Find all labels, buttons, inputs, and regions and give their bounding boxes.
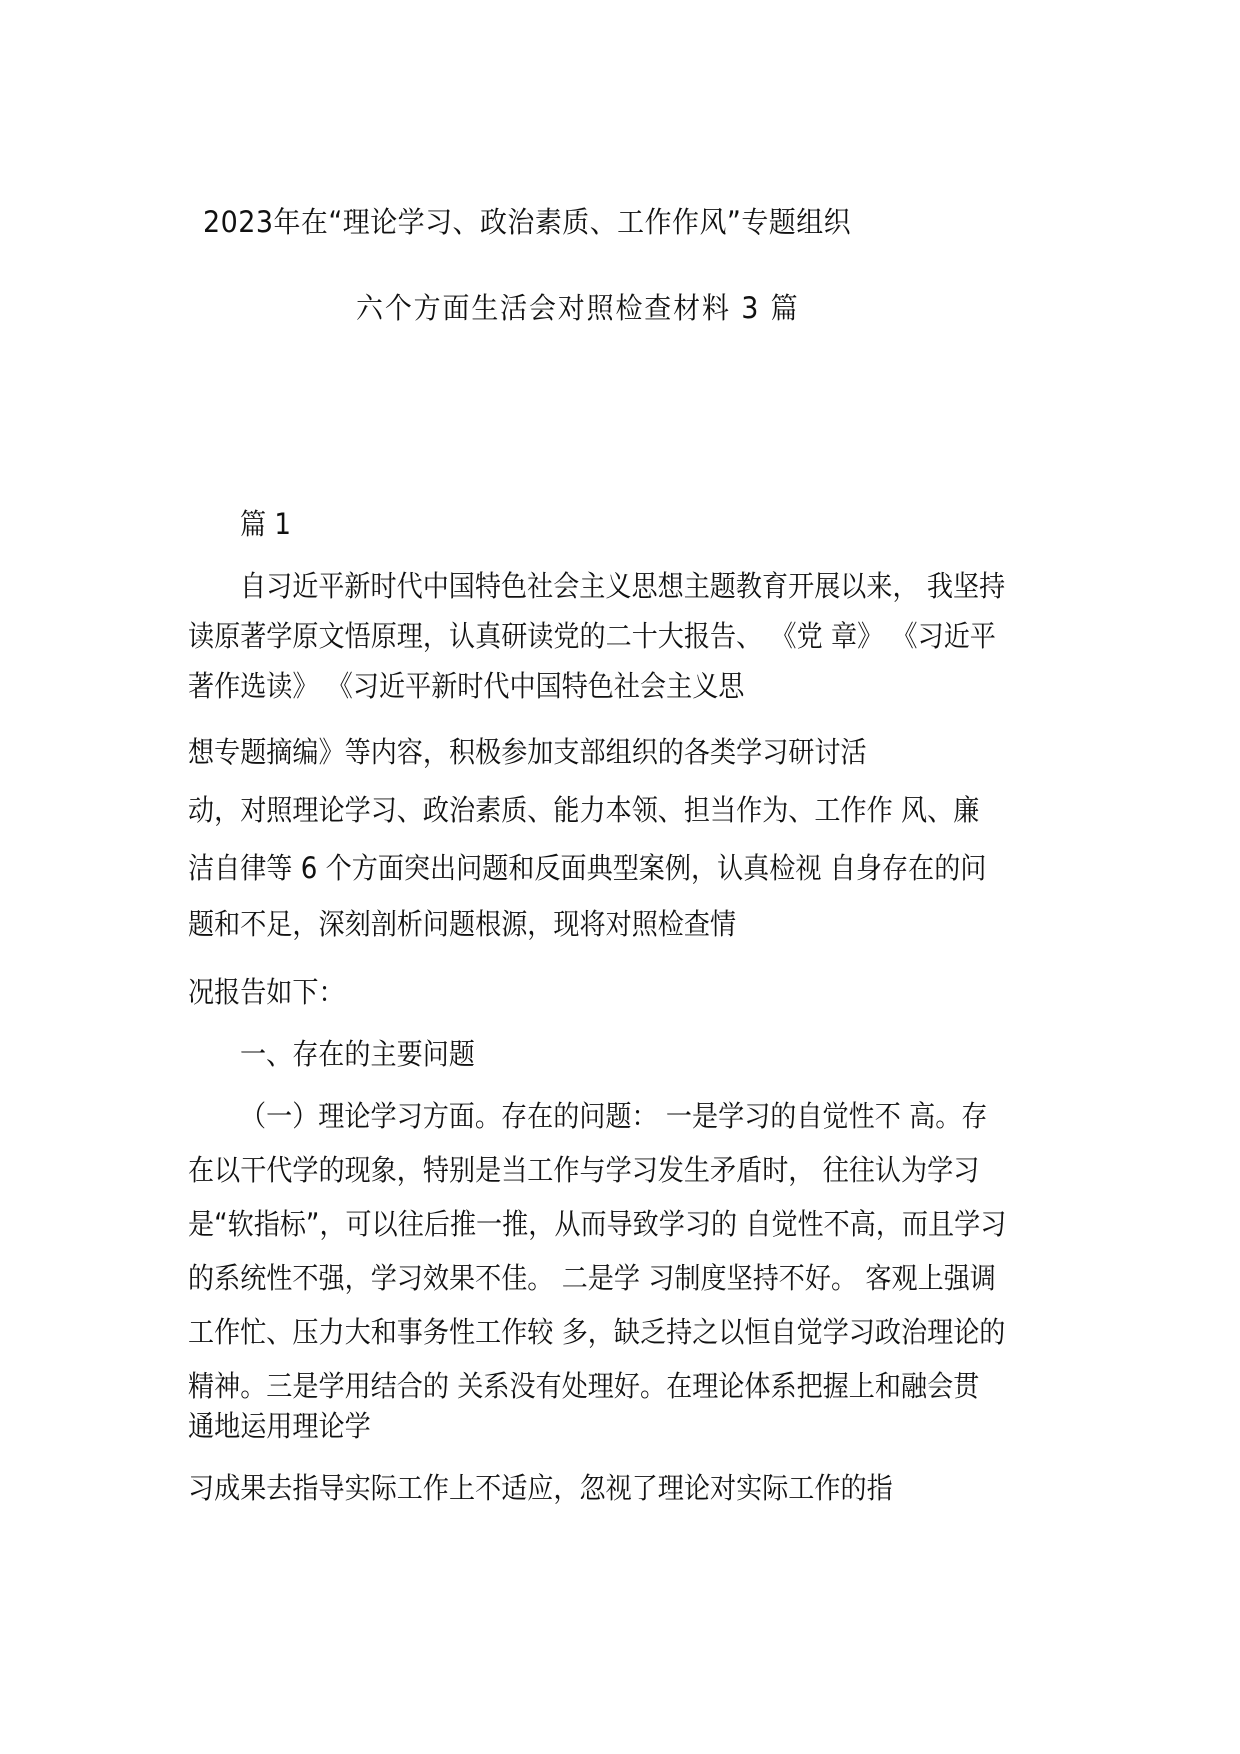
body-line: 的系统性不强，学习效果不佳。 二是学 习制度坚持不好。 客观上强调 — [188, 1261, 996, 1295]
section-heading: 一、存在的主要问题 — [240, 1037, 475, 1071]
body-line: 精神。三是学用结合的 关系没有处理好。在理论体系把握上和融会贯 — [188, 1369, 980, 1403]
document-title-line-2: 六个方面生活会对照检查材料 3 篇 — [356, 291, 800, 325]
body-line: 自习近平新时代中国特色社会主义思想主题教育开展以来， 我坚持 — [240, 569, 1006, 603]
body-line: 读原著学原文悟原理，认真研读党的二十大报告、 《党 章》 《习近平 — [188, 619, 996, 653]
body-line: 题和不足，深刻剖析问题根源，现将对照检查情 — [188, 907, 737, 941]
section-label: 篇 1 — [240, 507, 292, 541]
body-line: 想专题摘编》等内容，积极参加支部组织的各类学习研讨活 — [188, 735, 867, 769]
body-line: 况报告如下： — [188, 975, 345, 1009]
body-line: 是“软指标”，可以往后推一推，从而导致学习的 自觉性不高，而且学习 — [188, 1207, 1007, 1241]
body-line: 在以干代学的现象，特别是当工作与学习发生矛盾时， 往往认为学习 — [188, 1153, 980, 1187]
body-line: 通地运用理论学 — [188, 1409, 371, 1443]
body-line: 动，对照理论学习、政治素质、能力本领、担当作为、工作作 风、廉 — [188, 793, 980, 827]
body-line: 洁自律等 6 个方面突出问题和反面典型案例，认真检视 自身存在的问 — [188, 851, 987, 885]
body-line: 著作选读》 《习近平新时代中国特色社会主义思 — [188, 669, 745, 703]
body-line: （一）理论学习方面。存在的问题： 一是学习的自觉性不 高。存 — [240, 1099, 988, 1133]
body-line: 工作忙、压力大和事务性工作较 多，缺乏持之以恒自觉学习政治理论的 — [188, 1315, 1006, 1349]
body-line: 习成果去指导实际工作上不适应，忽视了理论对实际工作的指 — [188, 1471, 893, 1505]
document-title-line-1: 2023年在“理论学习、政治素质、工作作风”专题组织 — [203, 205, 852, 239]
